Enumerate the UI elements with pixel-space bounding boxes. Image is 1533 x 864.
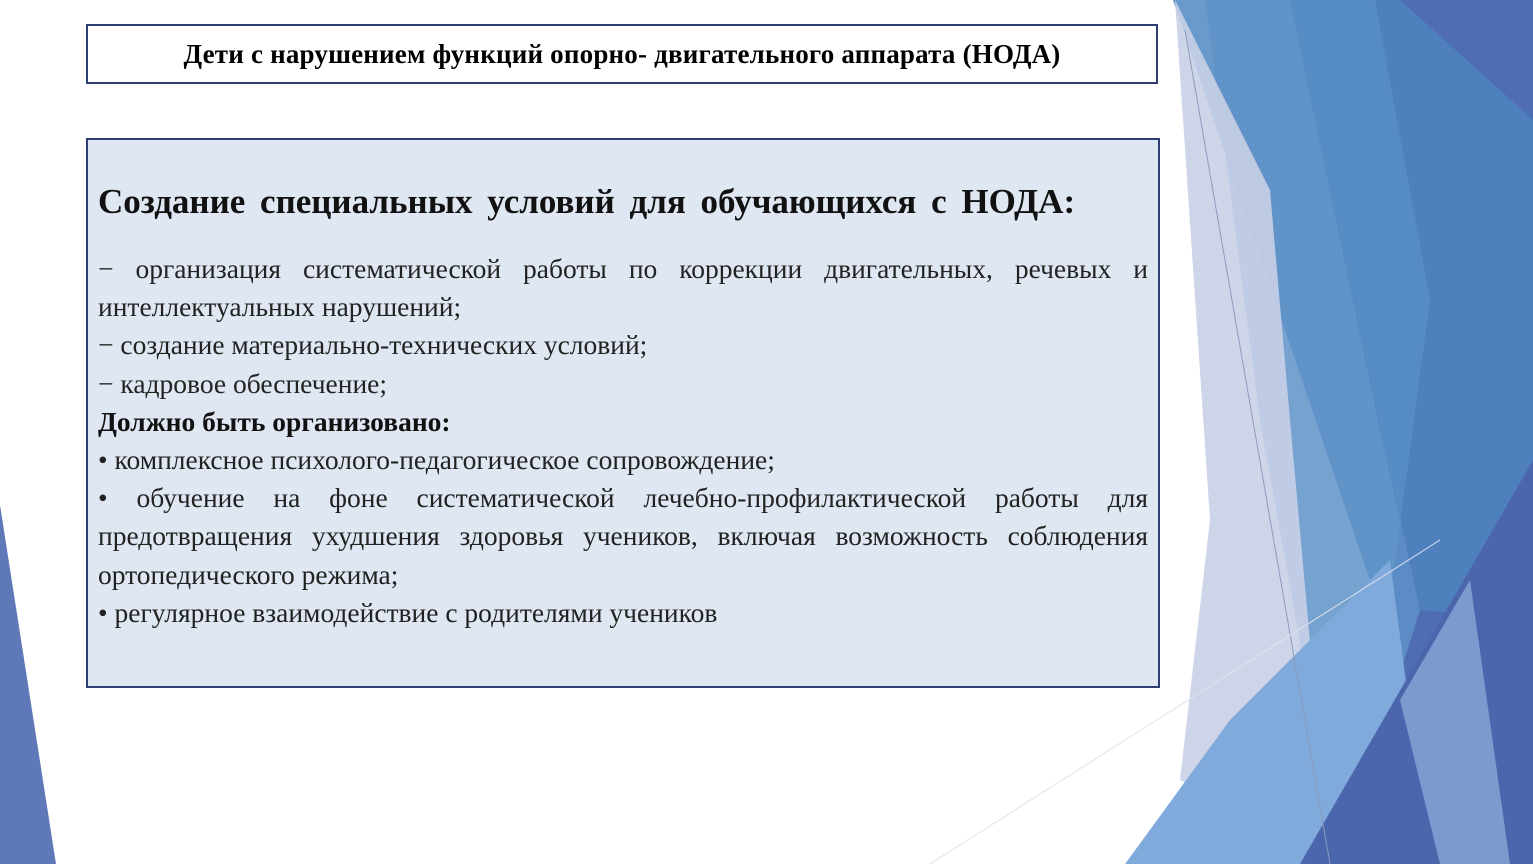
content-heading: Создание специальных условий для обучающихся с НОДА: [98,182,1076,221]
content-box [86,138,1160,688]
list-item: − создание материально-технических условий; [98,329,648,361]
list-item: − организация систематической работы по коррекции двигательных, речевых и интеллектуальных нарушений; [98,253,1148,323]
slide-title: Дети с нарушением функций опорно- двигательного аппарата (НОДА) [183,38,1061,69]
bullet-item: • комплексное психолого-педагогическое сопровождение; [98,444,775,476]
content-subheading: Должно быть организовано: [98,405,451,437]
bullet-item: • регулярное взаимодействие с родителями учеников [98,596,718,628]
left-edge-shape [0,505,56,864]
content-body [98,250,1148,632]
slide-title-box [86,24,1158,84]
list-item: − кадровое обеспечение; [98,367,388,399]
bullet-item: • обучение на фоне систематической лечебно-профилактической работы для предотвращения ухудшения здоровья учеников, включая возможность соблюдения ортопедического режима; [98,482,1148,590]
